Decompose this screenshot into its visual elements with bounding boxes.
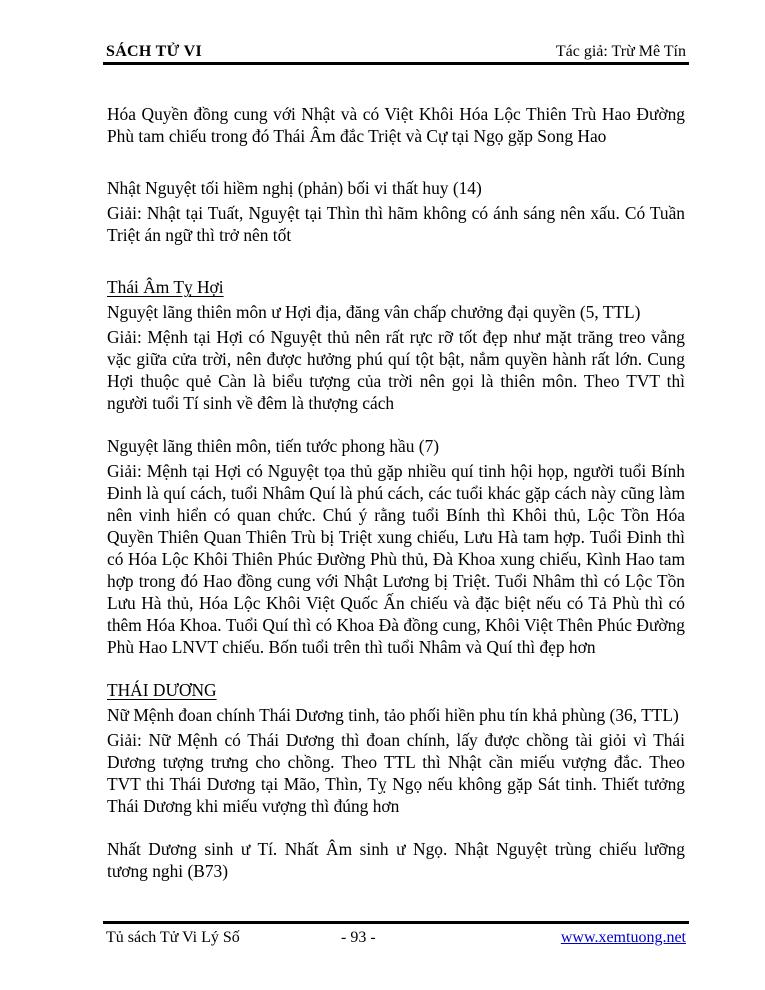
footer-rule: [103, 921, 689, 924]
section-heading-thai-duong: THÁI DƯƠNG: [107, 680, 217, 700]
footer-website-link[interactable]: www.xemtuong.net: [560, 929, 686, 946]
verse-nhat-duong: Nhất Dương sinh ư Tí. Nhất Âm sinh ư Ngọ. Nhật Nguyệt trùng chiếu lưỡng tương nghi (B73): [107, 839, 685, 881]
paragraph-giai-menh-hoi-1: Giải: Mệnh tại Hợi có Nguyệt thủ nên rất rực rỡ tốt đẹp như mặt trăng treo vằng vặc giữa cửa trời, nên được hưởng phú quí tột bật, nắm quyền hành rất lớn. Cung Hợi thuộc quẻ Càn là biểu tượng của trời nên gọi là thiên môn. Theo TVT thì người tuổi Tí sinh về đêm là thượng cách: [107, 327, 685, 413]
header-rule: [103, 62, 689, 65]
footer-page-number: - 93 -: [341, 929, 376, 946]
footer-series-title: Tủ sách Tử Vi Lý Số: [106, 929, 240, 946]
paragraph-giai-nu-menh: Giải: Nữ Mệnh có Thái Dương thì đoan chính, lấy được chồng tài giỏi vì Thái Dương tượng trưng cho chồng. Theo TTL thì Nhật cần miếu vượng đắc. Theo TVT thi Thái Dương tại Mão, Thìn, Tỵ Ngọ nếu không gặp Sát tinh. Thiết tưởng Thái Dương khi miếu vượng thì đúng hơn: [107, 730, 685, 816]
verse-nguyet-lang-1: Nguyệt lãng thiên môn ư Hợi địa, đăng vân chấp chưởng đại quyền (5, TTL): [107, 302, 641, 322]
paragraph-giai-nhat-tuat: Giải: Nhật tại Tuất, Nguyệt tại Thìn thì hãm không có ánh sáng nên xấu. Có Tuần Triệt án ngữ thì trở nên tốt: [107, 203, 685, 245]
header-author: Tác giả: Trừ Mê Tín: [555, 43, 686, 60]
verse-nhat-nguyet: Nhật Nguyệt tối hiềm nghị (phản) bối vi thất huy (14): [107, 178, 482, 198]
verse-nu-menh: Nữ Mệnh đoan chính Thái Dương tinh, tảo phối hiền phu tín khả phùng (36, TTL): [107, 705, 679, 725]
page-footer: [106, 928, 686, 948]
paragraph-giai-menh-hoi-2: Giải: Mệnh tại Hợi có Nguyệt tọa thủ gặp nhiều quí tinh hội họp, người tuổi Bính Đinh là quí cách, tuổi Nhâm Quí là phú cách, các tuổi khác gặp cách này cũng làm nên vinh hiển có quan chức. Chú ý rằng tuổi Bính thì Khôi thủ, Lộc Tồn Hóa Quyền Thiên Quan Thiên Trù bị Triệt xung chiếu, Lưu Hà tam hợp. Tuổi Đinh thì có Hóa Lộc Khôi Thiên Phúc Đường Phù thủ, Đà Khoa xung chiếu, Kình Hao tam hợp trong đó Hao đồng cung với Nhật Lương bị Triệt. Tuổi Nhâm thì có Lộc Tồn Lưu Hà thủ, Hóa Lộc Khôi Việt Quốc Ấn chiếu và đặc biệt nếu có Tả Phù thì có thêm Hóa Khoa. Tuổi Quí thì có Khoa Đà đồng cung, Khôi Việt Thên Phúc Đường Phù Hao LNVT chiếu. Bốn tuổi trên thì tuổi Nhâm và Quí thì đẹp hơn: [107, 461, 685, 657]
page-header: [106, 43, 686, 61]
verse-nguyet-lang-2: Nguyệt lãng thiên môn, tiến tước phong hầu (7): [107, 436, 440, 456]
header-book-title: SÁCH TỬ VI: [106, 43, 203, 60]
page-body: [107, 100, 685, 882]
paragraph-hoa-quyen: Hóa Quyền đồng cung với Nhật và có Việt Khôi Hóa Lộc Thiên Trù Hao Đường Phù tam chiếu trong đó Thái Âm đắc Triệt và Cự tại Ngọ gặp Song Hao: [107, 104, 685, 146]
section-heading-thai-am-ty-hoi: Thái Âm Tỵ Hợi: [107, 277, 224, 297]
